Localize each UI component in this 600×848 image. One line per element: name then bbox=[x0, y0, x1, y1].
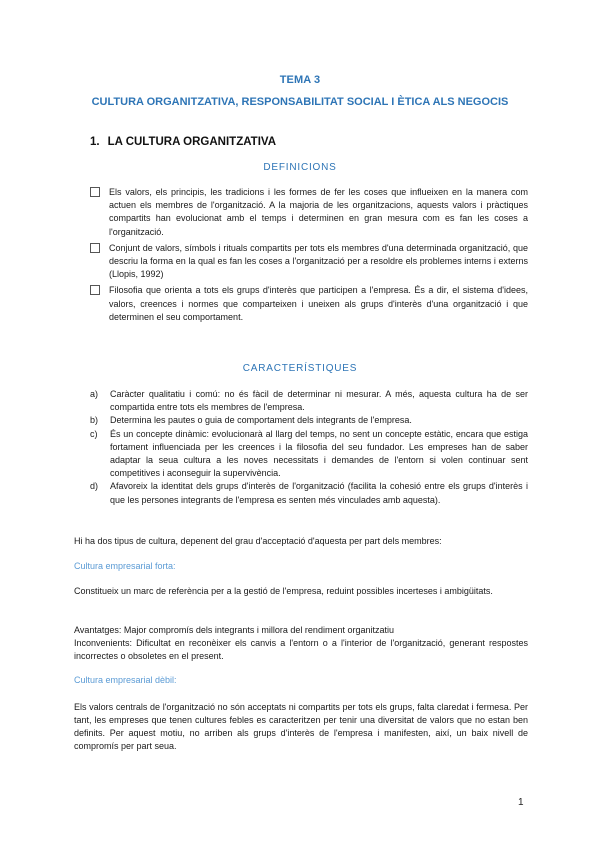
checkbox-icon bbox=[90, 243, 100, 253]
section-number: 1. bbox=[90, 136, 100, 148]
definitions-heading: DEFINICIONS bbox=[263, 162, 337, 173]
characteristics-heading: CARACTERÍSTIQUES bbox=[242, 363, 358, 374]
definitions-list bbox=[90, 186, 528, 327]
definition-text: Els valors, els principis, les tradicions i les formes de fer les coses que influeixen en la manera com actuen els membres de l'organització. A la majoria de les organitzacions, aquests valors i pràctiques compartits han evolucionat amb el temps i determinen en gran mesura com es fan les coses a l'organització. bbox=[109, 187, 528, 237]
strong-culture-drawbacks: Inconvenients: Dificultat en reconèixer els canvis a l'entorn o a l'interior de l'organització, generant respostes incorrectes o obsoletes en el present. bbox=[74, 638, 528, 661]
item-text: Caràcter qualitatiu i comú: no és fàcil de determinar ni mesurar. A més, aquesta cultura ha de ser compartida entre tots els membres de l'empresa. bbox=[110, 389, 528, 413]
characteristic-item bbox=[90, 388, 528, 414]
item-label: c) bbox=[90, 428, 98, 439]
item-text: Determina les pautes o guia de comportament dels integrants de l'empresa. bbox=[110, 415, 412, 426]
page-number: 1 bbox=[518, 797, 524, 808]
section-title: LA CULTURA ORGANITZATIVA bbox=[107, 136, 277, 148]
item-label: a) bbox=[90, 389, 99, 399]
strong-culture-heading: Cultura empresarial forta: bbox=[74, 561, 176, 571]
intro-paragraph: Hi ha dos tipus de cultura, depenent del grau d'acceptació d'aquesta per part dels membres: bbox=[74, 536, 442, 546]
definition-item bbox=[90, 242, 528, 282]
characteristic-item bbox=[90, 480, 528, 506]
item-label: d) bbox=[90, 481, 99, 492]
section-heading bbox=[90, 136, 276, 148]
characteristic-item bbox=[90, 428, 528, 481]
characteristic-item bbox=[90, 414, 528, 427]
item-text: És un concepte dinàmic: evolucionarà al llarg del temps, no sent un concepte estàtic, encara que estiga fortament influenciada per les creences i la filosofia del seu fundador. Les empreses han de saber adaptar la seua cultura a les noves necessitats i demandes de l'entorn si volen continuar sent competitives i aconseguir la supervivència. bbox=[110, 428, 528, 479]
topic-title: CULTURA ORGANITZATIVA, RESPONSABILITAT SOCIAL I ÈTICA ALS NEGOCIS bbox=[91, 96, 509, 108]
checkbox-icon bbox=[90, 285, 100, 295]
definition-item bbox=[90, 284, 528, 324]
weak-culture-text: Els valors centrals de l'organització no són acceptats ni compartits per tots els grups, falta claredat i fermesa. Per tant, les empreses que tenen cultures febles es caracteritzen per tenir una diversitat de valors que no estan ben definits. Per aquest motiu, no arriben als grups d'interès de l'empresa i manifesten, així, un baix nivell de compromís per part seua. bbox=[74, 702, 528, 751]
checkbox-icon bbox=[90, 187, 100, 197]
strong-culture-text: Constitueix un marc de referència per a la gestió de l'empresa, reduint possibles incerteses i ambigüitats. bbox=[74, 586, 493, 596]
definition-text: Filosofia que orienta a tots els grups d'interès que participen a l'empresa. És a dir, el sistema d'idees, valors, creences i normes que comparteixen i uneixen als grups d'interès d'una organització i que determinen el seu comportament. bbox=[109, 285, 528, 322]
definition-item bbox=[90, 186, 528, 239]
definition-text: Conjunt de valors, símbols i rituals compartits per tots els membres d'una determinada organització, que descriu la forma en la qual es fan les coses a l'organització per a resoldre els problemes interns i externs (Llopis, 1992) bbox=[109, 242, 528, 280]
item-label: b) bbox=[90, 415, 99, 426]
strong-culture-advantages: Avantatges: Major compromís dels integrants i millora del rendiment organitzatiu bbox=[74, 625, 394, 635]
weak-culture-heading: Cultura empresarial dèbil: bbox=[74, 675, 177, 685]
item-text: Afavoreix la identitat dels grups d'interès de l'organització (facilita la cohesió entre els grups d'interès i que les persones integrants de l'empresa es senten més vinculades amb aquesta). bbox=[110, 481, 528, 505]
topic-number: TEMA 3 bbox=[279, 74, 321, 86]
characteristics-list bbox=[90, 388, 528, 507]
